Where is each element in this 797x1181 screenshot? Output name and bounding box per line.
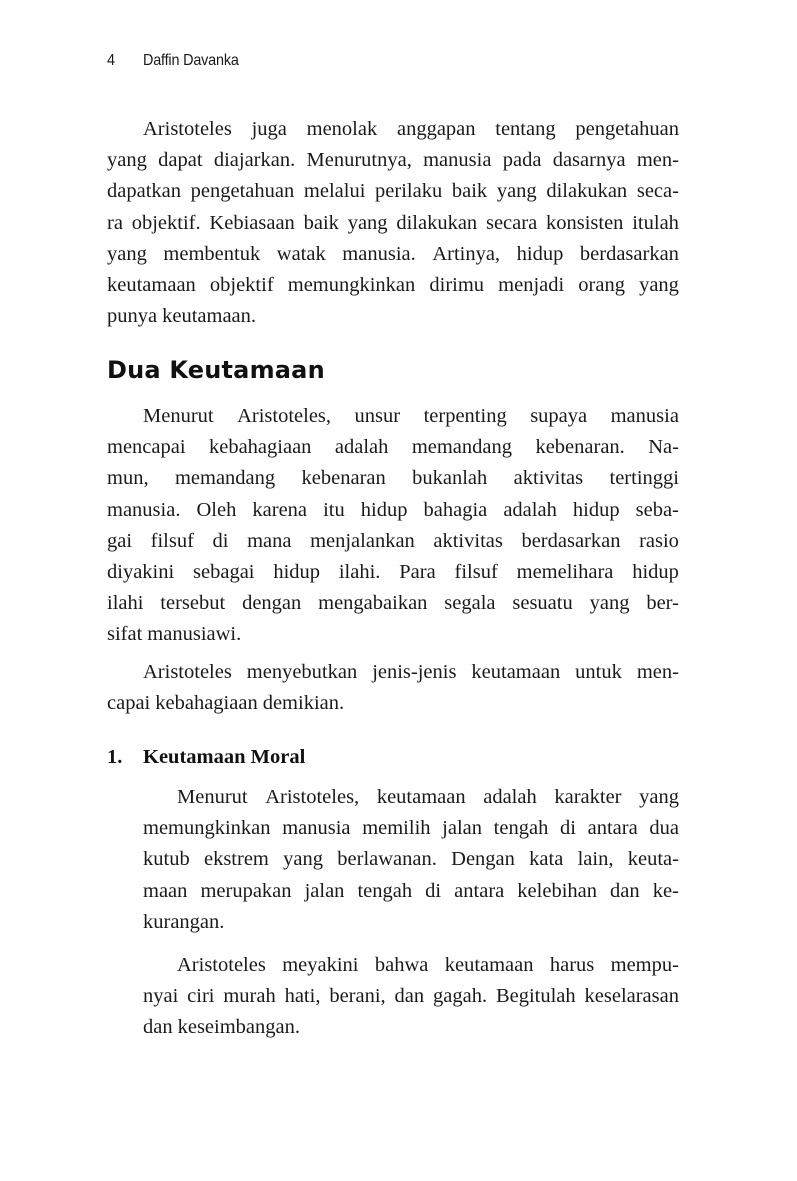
text-line: yang membentuk watak manusia. Artinya, hidup berdasarkan — [107, 243, 679, 265]
text-line: Menurut Aristoteles, unsur terpenting supaya manusia — [143, 405, 679, 427]
running-header — [107, 52, 239, 74]
text-line: dapatkan pengetahuan melalui perilaku baik yang dilakukan seca- — [107, 180, 679, 202]
text-line: Aristoteles menyebutkan jenis-jenis keutamaan untuk men- — [143, 661, 679, 683]
text-line: keutamaan objektif memungkinkan dirimu menjadi orang yang — [107, 274, 679, 296]
text-line: kutub ekstrem yang berlawanan. Dengan kata lain, keuta- — [143, 848, 679, 870]
text-line: Menurut Aristoteles, keutamaan adalah karakter yang — [177, 786, 679, 808]
text-line: Aristoteles meyakini bahwa keutamaan harus mempu- — [177, 954, 679, 976]
text-line: gai filsuf di mana menjalankan aktivitas berdasarkan rasio — [107, 530, 679, 552]
text-line: diyakini sebagai hidup ilahi. Para filsuf memelihara hidup — [107, 561, 679, 583]
text-line: maan merupakan jalan tengah di antara kelebihan dan ke- — [143, 880, 679, 902]
text-line: capai kebahagiaan demikian. — [107, 692, 345, 714]
text-line: ilahi tersebut dengan mengabaikan segala sesuatu yang ber- — [107, 592, 679, 614]
text-line: mencapai kebahagiaan adalah memandang kebenaran. Na- — [107, 436, 679, 458]
text-line: ra objektif. Kebiasaan baik yang dilakukan secara konsisten itulah — [107, 212, 679, 234]
author-name: Daffin Davanka — [143, 52, 239, 69]
text-line: dan keseimbangan. — [143, 1016, 300, 1038]
section-heading: Dua Keutamaan — [107, 356, 325, 384]
page-number: 4 — [107, 52, 115, 69]
subsection-title: Keutamaan Moral — [143, 746, 306, 768]
text-line: manusia. Oleh karena itu hidup bahagia adalah hidup seba- — [107, 499, 679, 521]
text-line: Aristoteles juga menolak anggapan tentang pengetahuan — [143, 118, 679, 140]
subsection-number: 1. — [107, 746, 123, 768]
text-line: memungkinkan manusia memilih jalan tengah di antara dua — [143, 817, 679, 839]
text-line: nyai ciri murah hati, berani, dan gagah. Begitulah keselarasan — [143, 985, 679, 1007]
text-line: punya keutamaan. — [107, 305, 257, 327]
text-line: mun, memandang kebenaran bukanlah aktivitas tertinggi — [107, 467, 679, 489]
text-line: kurangan. — [143, 911, 225, 933]
text-line: yang dapat diajarkan. Menurutnya, manusia pada dasarnya men- — [107, 149, 679, 171]
text-line: sifat manusiawi. — [107, 623, 242, 645]
